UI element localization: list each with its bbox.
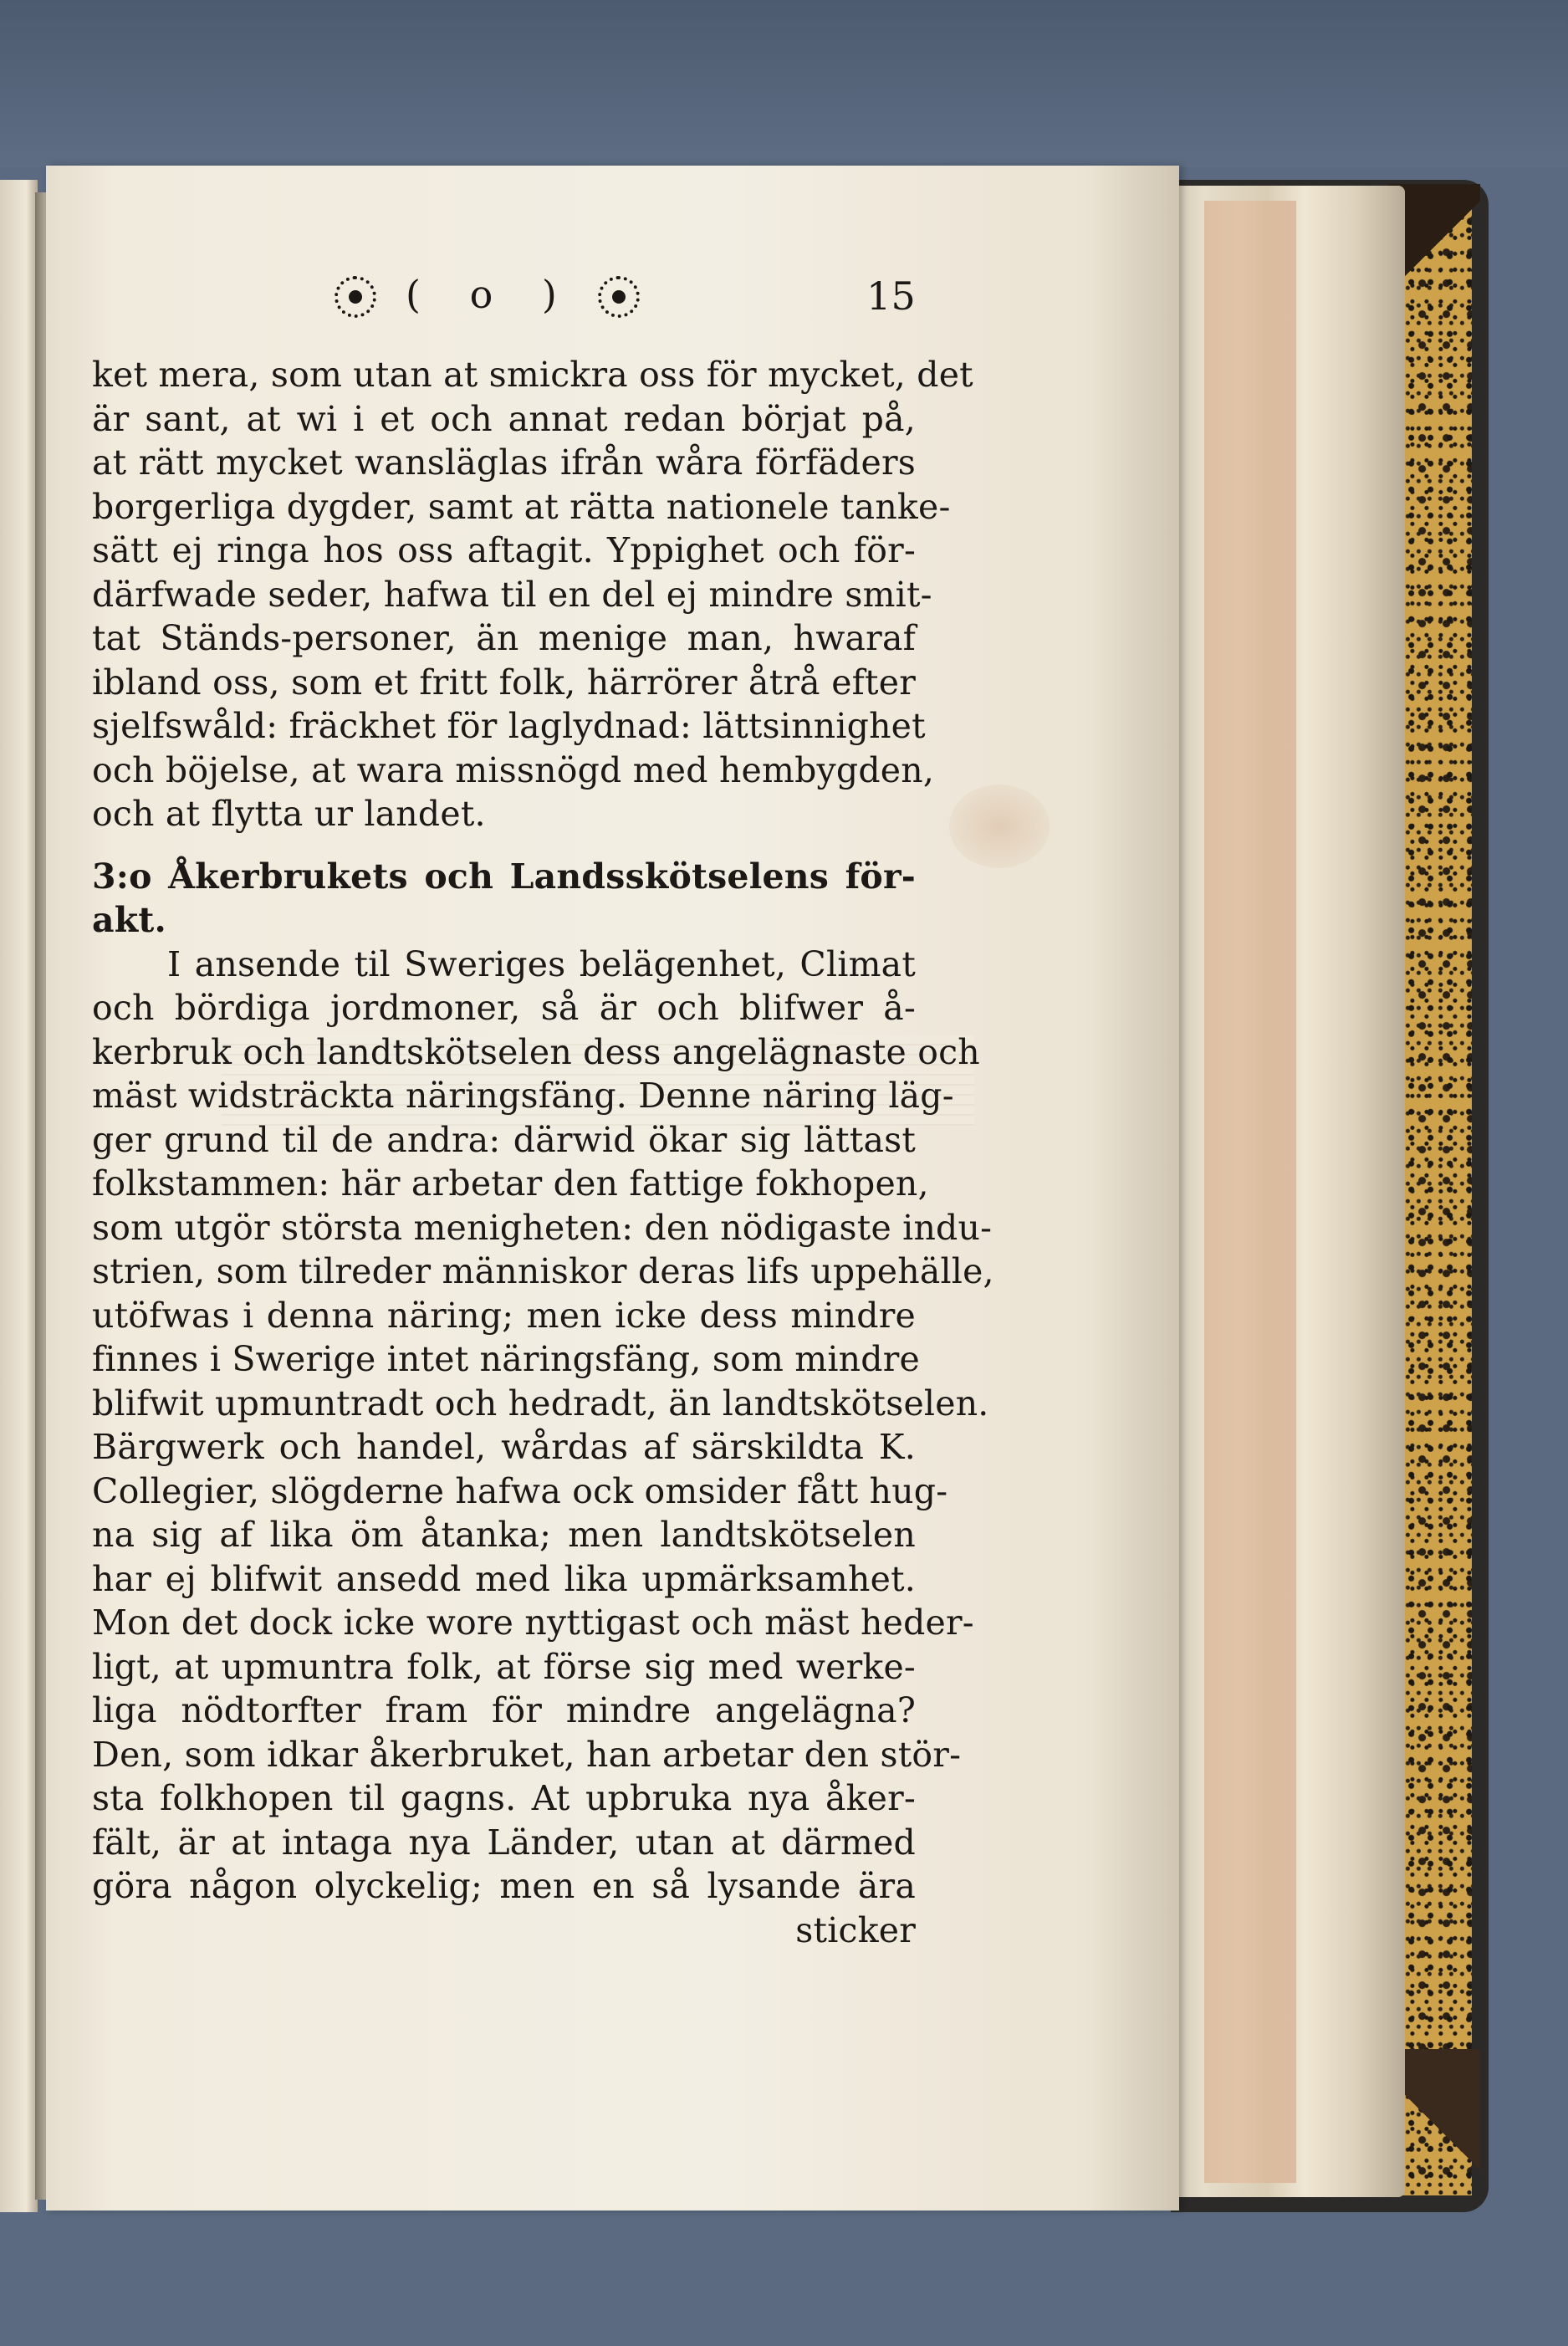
text-line: folkstammen: här arbetar den fattige fokhopen, [92, 1163, 929, 1204]
paragraph-2 [92, 943, 994, 1953]
text-line: ket mera, som utan at smickra oss för mycket, det [92, 355, 973, 395]
text-line: I ansende til Sweriges belägenhet, Climat [167, 943, 916, 984]
text-line: och böjelse, at wara missnögd med hembygden, [92, 749, 935, 790]
text-line: na sig af lika öm åtanka; men landtskötselen [92, 1515, 916, 1555]
text-line: som utgör största menigheten: den nödigaste indu- [92, 1207, 993, 1248]
text-line: ger grund til de andra: därwid ökar sig lättast [92, 1119, 916, 1160]
text-line: kerbruk och landtskötselen dess angelägnaste och [92, 1031, 980, 1072]
text-line: sätt ej ringa hos oss aftagit. Yppighet och för- [92, 530, 916, 570]
section-heading [92, 855, 916, 943]
signature-mark: ( o ) [406, 272, 575, 317]
text-line: liga nödtorfter fram för mindre angelägna? [92, 1690, 916, 1730]
text-line: är sant, at wi i et och annat redan börjat på, [92, 398, 916, 439]
page-text [92, 272, 994, 1952]
text-line: sjelfswåld: fräckhet för laglydnad: lättsinnighet [92, 706, 926, 746]
text-line: har ej blifwit ansedd med lika upmärksamhet. [92, 1558, 916, 1599]
text-line: Bärgwerk och handel, wårdas af särskildta K. [92, 1427, 916, 1467]
text-line: utöfwas i denna näring; men icke dess mindre [92, 1295, 916, 1336]
text-line: finnes i Swerige intet näringsfäng, som mindre [92, 1339, 920, 1379]
flower-ornament-icon [335, 276, 376, 318]
text-line: och bördiga jordmoner, så är och blifwer å- [92, 988, 916, 1028]
catchword: sticker [795, 1909, 916, 1950]
page-number: 15 [866, 273, 916, 319]
heading-line: 3:o Åkerbrukets och Landsskötselens för- [92, 856, 916, 897]
text-line: Mon det dock icke wore nyttigast och mäst heder- [92, 1602, 974, 1643]
text-line: strien, som tilreder människor deras lifs uppehälle, [92, 1251, 994, 1291]
text-line: at rätt mycket wansläglas ifrån wåra förfäders [92, 442, 916, 483]
running-head [92, 272, 916, 335]
text-line: fält, är at intaga nya Länder, utan at därmed [92, 1822, 916, 1863]
text-line: blifwit upmuntradt och hedradt, än landtskötselen. [92, 1383, 989, 1423]
text-line: Collegier, slögderne hafwa ock omsider fått hug- [92, 1470, 948, 1511]
paragraph-1 [92, 353, 973, 836]
text-line: Den, som idkar åkerbruket, han arbetar den stör- [92, 1734, 962, 1775]
page-stain [949, 785, 1050, 868]
text-line: och at flytta ur landet. [92, 794, 486, 834]
page-edge-tint [1204, 201, 1296, 2183]
left-page-edge [0, 180, 38, 2212]
text-line: mäst widsträckta näringsfäng. Denne näring läg- [92, 1076, 954, 1116]
text-line: borgerliga dygder, samt at rätta nationele tanke- [92, 486, 951, 527]
text-line: sta folkhopen til gagns. At upbruka nya åker- [92, 1778, 916, 1818]
heading-line: akt. [92, 900, 166, 940]
background [0, 0, 1568, 167]
text-line: ligt, at upmuntra folk, at förse sig med werke- [92, 1646, 916, 1687]
text-line: tat Ständs-personer, än menige man, hwaraf [92, 618, 916, 658]
text-line: göra någon olyckelig; men en så lysande ära [92, 1866, 916, 1906]
flower-ornament-icon [598, 276, 640, 318]
text-line: ibland oss, som et fritt folk, härrörer åtrå efter [92, 662, 916, 703]
text-line: därfwade seder, hafwa til en del ej mindre smit- [92, 574, 932, 615]
